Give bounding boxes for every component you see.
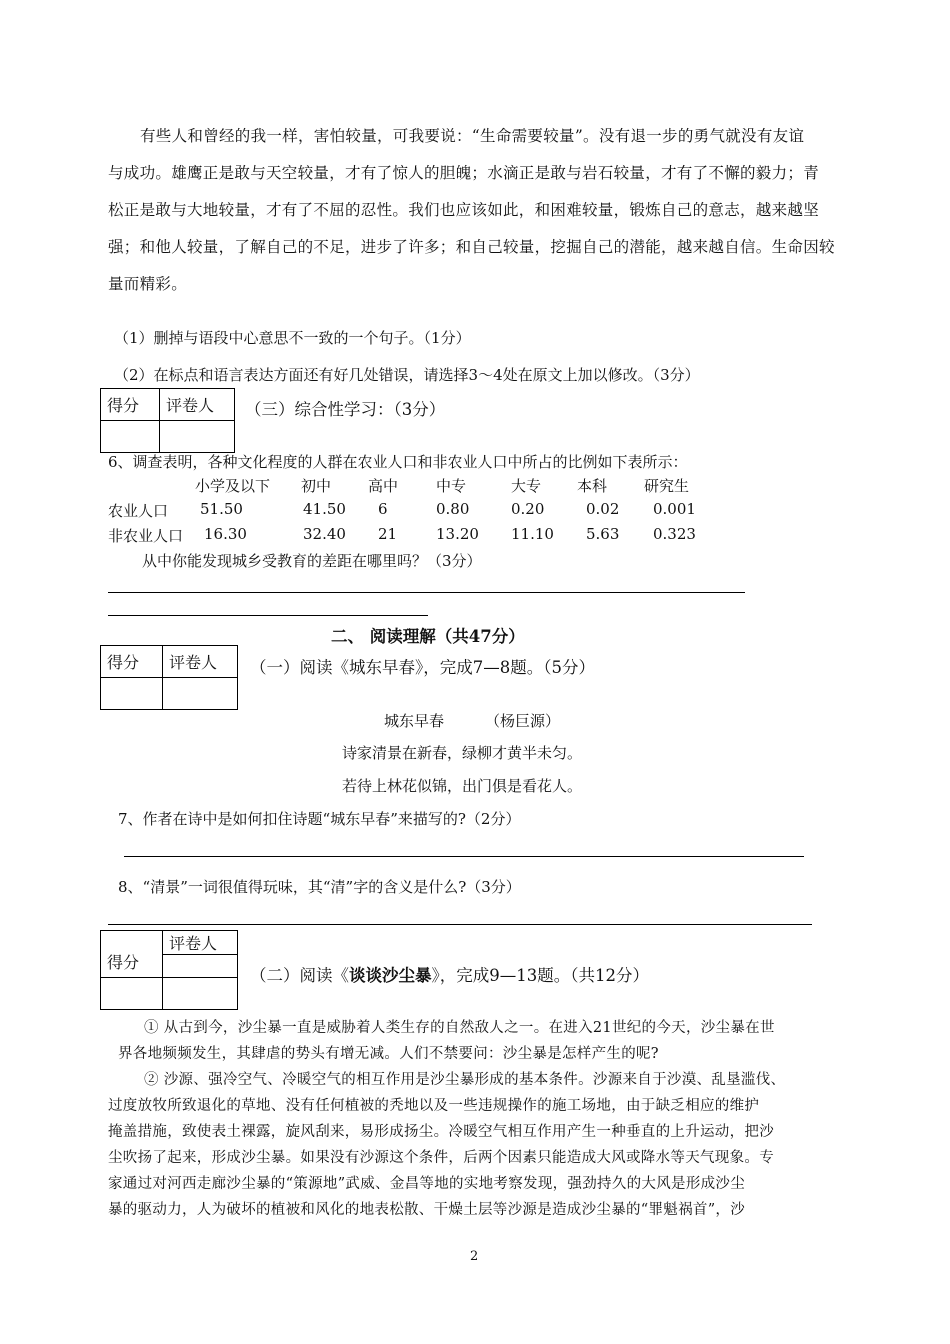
edu-cell: 0.80 — [436, 500, 470, 518]
grader-label: 评卷人 — [163, 931, 238, 955]
score-cell[interactable] — [101, 978, 163, 1010]
score-box — [100, 930, 238, 1010]
grader-cell[interactable] — [160, 421, 235, 453]
edu-cell: 0.001 — [653, 500, 696, 518]
poem-line-1: 诗家清景在新春，绿柳才黄半未匀。 — [342, 744, 583, 762]
edu-cell: 51.50 — [200, 500, 243, 518]
edu-cell: 13.20 — [436, 525, 479, 543]
article-line: 界各地频频发生，其肆虐的势头有增无减。人们不禁要问：沙尘暴是怎样产生的呢? — [118, 1046, 659, 1062]
question-8: 8、“清景”一词很值得玩味，其“清”字的含义是什么?（3分） — [118, 878, 521, 896]
edu-table-row — [0, 525, 950, 547]
answer-line[interactable] — [108, 592, 745, 593]
section-3-title: （三）综合性学习：（3分） — [245, 400, 446, 419]
para1-line: 量而精彩。 — [108, 275, 188, 293]
score-cell[interactable] — [101, 678, 163, 710]
page-number: 2 — [470, 1249, 479, 1264]
answer-line[interactable] — [108, 924, 812, 925]
grader-sign-cell[interactable] — [163, 955, 238, 978]
edu-header: 小学及以下 — [195, 477, 271, 495]
score-box — [100, 388, 235, 453]
score-label: 得分 — [101, 646, 163, 678]
edu-cell: 0.02 — [586, 500, 620, 518]
grader-cell[interactable] — [163, 978, 238, 1010]
answer-line[interactable] — [108, 615, 428, 616]
para1-line: 松正是敢与大地较量，才有了不屈的忍性。我们也应该如此，和困难较量，锻炼自己的意志，越来越坚 — [108, 201, 820, 219]
edu-header: 本科 — [577, 477, 608, 495]
reading-2-article-title: 谈谈沙尘暴 — [349, 966, 432, 985]
part-2-title: 二、 阅读理解（共47分） — [331, 627, 525, 646]
score-box — [100, 645, 238, 710]
article-line: 暴的驱动力，人为破坏的植被和风化的地表松散、干燥土层等沙源是造成沙尘暴的“罪魁祸首”，沙 — [108, 1202, 746, 1218]
edu-cell: 5.63 — [586, 525, 620, 543]
edu-cell: 21 — [378, 525, 398, 543]
article-line: 掩盖措施，致使表土裸露，旋风刮来，易形成扬尘。冷暖空气相互作用产生一种垂直的上升运动，把沙 — [108, 1124, 774, 1140]
article-body — [108, 1015, 848, 1223]
edu-cell: 0.20 — [511, 500, 545, 518]
article-line: 尘吹扬了起来，形成沙尘暴。如果没有沙源这个条件，后两个因素只能造成大风或降水等天气现象。专 — [108, 1150, 774, 1166]
edu-header: 中专 — [436, 477, 467, 495]
question-7: 7、作者在诗中是如何扣住诗题“城东早春”来描写的?（2分） — [118, 810, 521, 828]
question-2: （2）在标点和语言表达方面还有好几处错误，请选择3～4处在原文上加以修改。（3分） — [114, 366, 700, 384]
edu-cell: 11.10 — [511, 525, 554, 543]
edu-row-label: 非农业人口 — [108, 527, 184, 545]
article-line: ② 沙源、强冷空气、冷暖空气的相互作用是沙尘暴形成的基本条件。沙源来自于沙漠、乱垦滥伐、 — [144, 1072, 786, 1088]
article-line: 过度放牧所致退化的草地、没有任何植被的秃地以及一些违规操作的施工场地，由于缺乏相应的维护 — [108, 1098, 760, 1114]
edu-table-row — [0, 500, 950, 522]
article-line: ① 从古到今，沙尘暴一直是威胁着人类生存的自然敌人之一。在进入21世纪的今天，沙尘暴在世 — [144, 1020, 775, 1036]
article-line: 家通过对河西走廊沙尘暴的“策源地”武威、金昌等地的实地考察发现，强劲持久的大风是形成沙尘 — [108, 1176, 746, 1192]
edu-cell: 0.323 — [653, 525, 696, 543]
para1-line: 有些人和曾经的我一样，害怕较量，可我要说：“生命需要较量”。没有退一步的勇气就没有友谊 — [140, 127, 805, 145]
edu-cell: 16.30 — [204, 525, 247, 543]
paragraph-1 — [108, 118, 848, 303]
edu-header: 高中 — [368, 477, 399, 495]
answer-line[interactable] — [124, 856, 804, 857]
question-6-ask: 从中你能发现城乡受教育的差距在哪里吗？（3分） — [142, 552, 482, 570]
reading-2-suffix: 》，完成9—13题。（共12分） — [431, 966, 649, 985]
edu-cell: 6 — [378, 500, 388, 518]
score-label: 得分 — [101, 931, 163, 978]
para1-line: 强；和他人较量，了解自己的不足，进步了许多；和自己较量，挖掘自己的潜能，越来越自信。生命因较 — [108, 238, 835, 256]
edu-cell: 41.50 — [303, 500, 346, 518]
poem-line-2: 若待上林花似锦，出门俱是看花人。 — [342, 777, 583, 795]
edu-table-header — [0, 475, 950, 497]
poem-author: （杨巨源） — [485, 712, 561, 730]
reading-1-title: （一）阅读《城东早春》，完成7—8题。（5分） — [250, 658, 595, 677]
edu-header: 研究生 — [644, 477, 690, 495]
poem-title: 城东早春 — [384, 712, 445, 730]
edu-header: 大专 — [511, 477, 542, 495]
grader-label: 评卷人 — [163, 646, 238, 678]
edu-row-label: 农业人口 — [108, 502, 169, 520]
question-6: 6、调查表明，各种文化程度的人群在农业人口和非农业人口中所占的比例如下表所示： — [108, 453, 688, 471]
grader-cell[interactable] — [163, 678, 238, 710]
reading-2-prefix: （二）阅读《 — [250, 966, 349, 985]
question-1: （1）删掉与语段中心意思不一致的一个句子。（1分） — [114, 329, 471, 347]
score-cell[interactable] — [101, 421, 160, 453]
edu-cell: 32.40 — [303, 525, 346, 543]
reading-2-title — [250, 962, 649, 986]
edu-header: 初中 — [301, 477, 332, 495]
para1-line: 与成功。雄鹰正是敢与天空较量，才有了惊人的胆魄；水滴正是敢与岩石较量，才有了不懈的毅力；青 — [108, 164, 820, 182]
score-label: 得分 — [101, 389, 160, 421]
grader-label: 评卷人 — [160, 389, 235, 421]
